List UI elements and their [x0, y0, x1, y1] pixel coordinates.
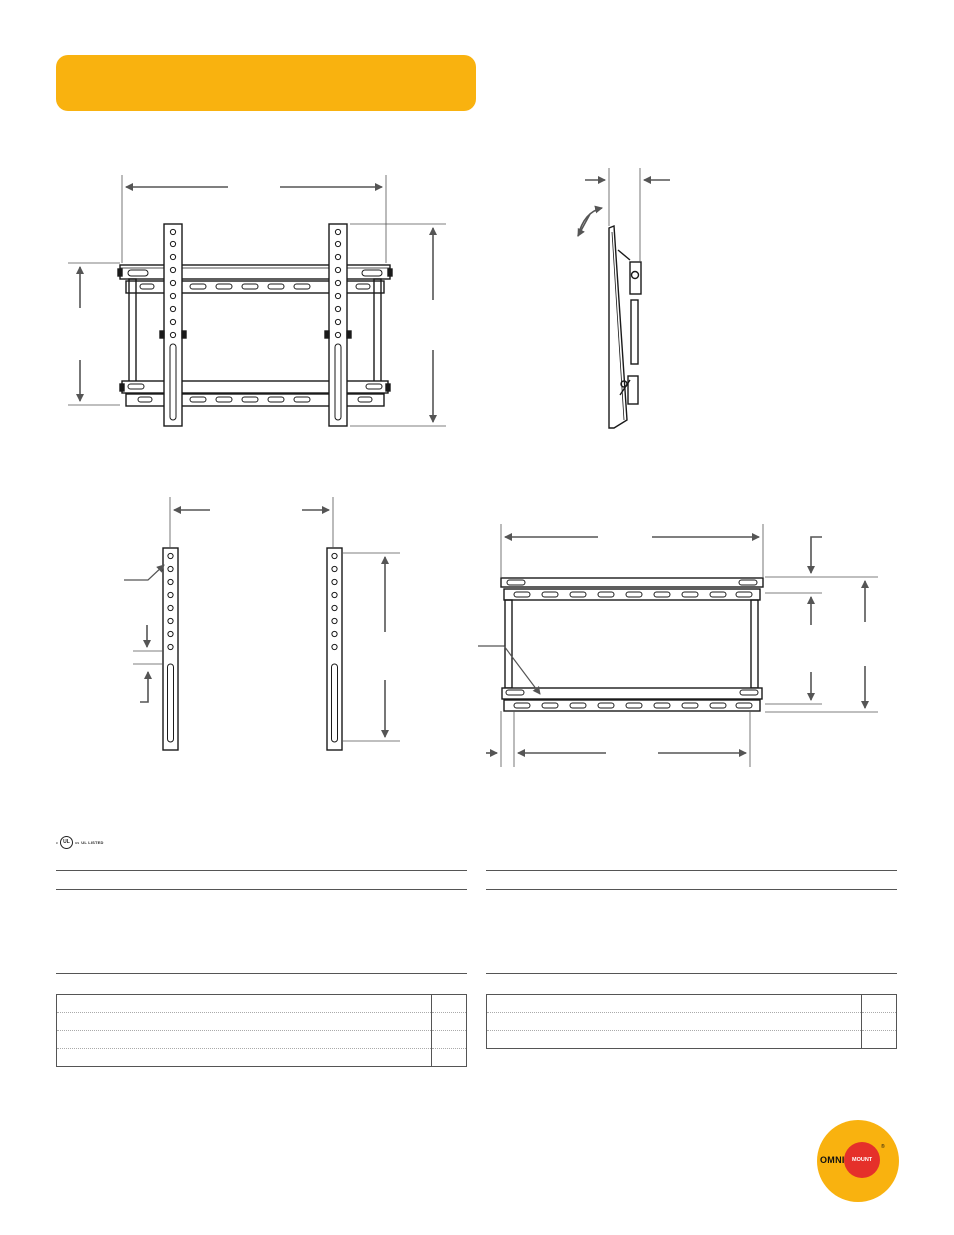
rule	[56, 973, 467, 974]
table-row	[487, 1031, 897, 1049]
spec-table-right	[486, 994, 897, 1049]
ul-listed-label: UL LISTED	[81, 839, 104, 845]
rule	[486, 973, 897, 974]
rule	[56, 889, 467, 890]
table-cell-label	[57, 995, 432, 1013]
table-cell-value	[862, 1013, 897, 1031]
side-view-drawing	[609, 226, 641, 428]
table-row	[57, 1049, 467, 1067]
table-cell-label	[487, 1013, 862, 1031]
table-cell-label	[487, 1031, 862, 1049]
table-cell-value	[862, 1031, 897, 1049]
side-view-dimensions	[578, 168, 670, 262]
table-cell-value	[862, 995, 897, 1013]
table-row	[487, 995, 897, 1013]
table-cell-label	[57, 1013, 432, 1031]
table-cell-value	[432, 1013, 467, 1031]
omnimount-logo	[817, 1120, 899, 1202]
table-cell-value	[432, 1031, 467, 1049]
table-row	[57, 1013, 467, 1031]
table-cell-value	[432, 1049, 467, 1067]
bracket-detail-drawing	[163, 548, 342, 750]
table-cell-label	[57, 1031, 432, 1049]
logo-omni-text: OMNI	[820, 1155, 845, 1165]
front-view-drawing	[118, 224, 392, 426]
ul-circle-icon: UL	[60, 836, 73, 849]
spec-table-left	[56, 994, 467, 1067]
frame-detail-dimensions	[478, 524, 878, 767]
table-row	[487, 1013, 897, 1031]
rule	[486, 889, 897, 890]
ul-prefix: c	[56, 839, 58, 845]
rule	[56, 870, 467, 871]
table-cell-value	[432, 995, 467, 1013]
table-cell-label	[57, 1049, 432, 1067]
logo-mount-text: MOUNT	[852, 1157, 873, 1163]
frame-detail-drawing	[501, 578, 763, 711]
logo-registered-mark: ®	[881, 1144, 885, 1150]
ul-listed-mark	[56, 836, 104, 848]
rule	[486, 870, 897, 871]
ul-suffix: us	[75, 839, 80, 845]
table-row	[57, 995, 467, 1013]
table-row	[57, 1031, 467, 1049]
table-cell-label	[487, 995, 862, 1013]
